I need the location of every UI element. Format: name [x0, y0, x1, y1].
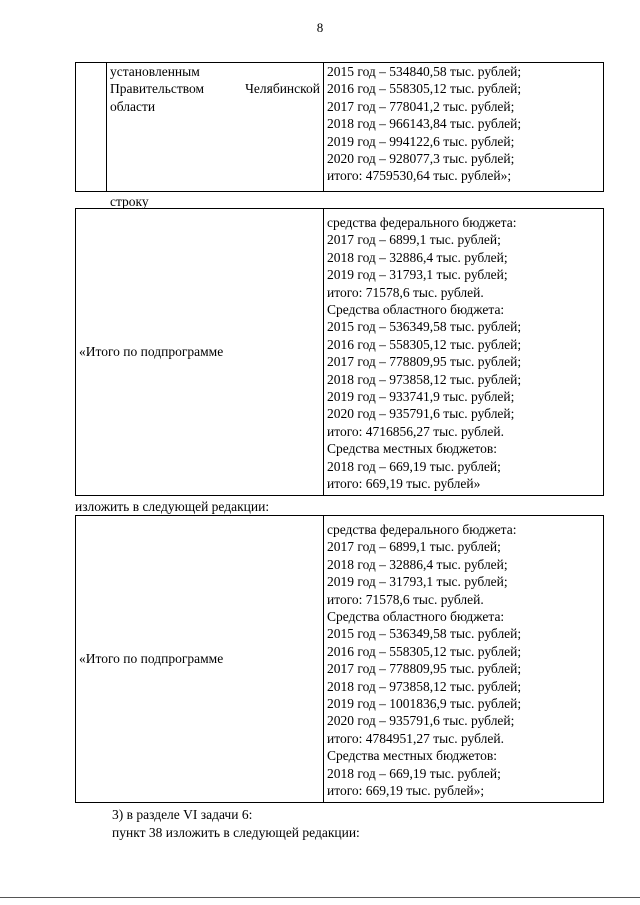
left-line: области — [110, 98, 156, 114]
right-cell — [324, 63, 604, 192]
cell-line: 2020 год – 935791,6 тыс. рублей; — [327, 713, 515, 729]
instruction-text: изложить в следующей редакции: — [75, 499, 270, 514]
cell-line: 2017 год – 6899,1 тыс. рублей; — [327, 539, 501, 555]
cell-line: средства федерального бюджета: — [327, 522, 517, 537]
cell-line: 2018 год – 669,19 тыс. рублей; — [327, 458, 501, 474]
cell-line: 2020 год – 928077,3 тыс. рублей; — [327, 151, 515, 167]
cell-line: 2019 год – 994122,6 тыс. рублей; — [327, 133, 515, 149]
cell-line: 2020 год – 935791,6 тыс. рублей; — [327, 406, 515, 422]
cell-line: итого: 71578,6 тыс. рублей. — [327, 284, 484, 300]
left-cell — [76, 516, 324, 803]
paragraph-line: 3) в разделе VI задачи 6: — [112, 807, 253, 822]
cell-line: 2016 год – 558305,12 тыс. рублей; — [327, 81, 522, 97]
paragraph-line: пункт 38 изложить в следующей редакции: — [112, 825, 360, 840]
cell-line: итого: 669,19 тыс. рублей» — [327, 476, 481, 492]
cell-line: 2019 год – 933741,9 тыс. рублей; — [327, 389, 515, 405]
left-cell — [107, 63, 324, 192]
left-line: установленным — [110, 64, 200, 79]
cell-line: 2016 год – 558305,12 тыс. рублей; — [327, 336, 522, 352]
cell-line: 2017 год – 778809,95 тыс. рублей; — [327, 661, 522, 677]
table-new-total — [75, 515, 604, 803]
cell-line: итого: 4716856,27 тыс. рублей. — [327, 423, 504, 439]
cell-line: 2019 год – 1001836,9 тыс. рублей; — [327, 696, 522, 712]
left-line-justified — [110, 80, 320, 97]
cell-line: 2018 год – 966143,84 тыс. рублей; — [327, 116, 522, 132]
cell-line: итого: 4784951,27 тыс. рублей. — [327, 730, 504, 746]
cell-line: итого: 669,19 тыс. рублей»; — [327, 783, 485, 799]
cell-line: Средства местных бюджетов: — [327, 441, 497, 457]
table-row — [76, 209, 604, 496]
table-row — [76, 516, 604, 803]
right-cell — [324, 516, 604, 803]
table-row — [76, 63, 604, 192]
cell-line: 2018 год – 669,19 тыс. рублей; — [327, 765, 501, 781]
cell-line: Средства местных бюджетов: — [327, 748, 497, 764]
right-lines — [327, 63, 600, 185]
blank-cell — [76, 63, 107, 192]
cell-line: 2015 год – 536349,58 тыс. рублей; — [327, 319, 522, 335]
cell-line: Средства областного бюджета: — [327, 302, 505, 318]
cell-line: 2019 год – 31793,1 тыс. рублей; — [327, 574, 508, 590]
cell-line: 2017 год – 778041,2 тыс. рублей; — [327, 98, 515, 114]
cell-line: 2016 год – 558305,12 тыс. рублей; — [327, 643, 522, 659]
left-word: Челябинской — [245, 81, 320, 97]
instruction-text: строку — [110, 194, 149, 209]
table-continuation — [75, 62, 604, 192]
cell-line: итого: 4759530,64 тыс. рублей»; — [327, 168, 512, 184]
cell-line: средства федерального бюджета: — [327, 215, 517, 230]
right-lines — [327, 521, 600, 800]
left-cell — [76, 209, 324, 496]
row-label: «Итого по подпрограмме — [79, 344, 224, 360]
cell-line: 2018 год – 32886,4 тыс. рублей; — [327, 249, 508, 265]
page-bottom-edge — [0, 897, 640, 898]
cell-line: 2018 год – 32886,4 тыс. рублей; — [327, 556, 508, 572]
cell-line: 2015 год – 534840,58 тыс. рублей; — [327, 64, 522, 79]
cell-line: 2019 год – 31793,1 тыс. рублей; — [327, 267, 508, 283]
left-word: Правительством — [110, 81, 205, 97]
cell-line: Средства областного бюджета: — [327, 609, 505, 625]
cell-line: 2018 год – 973858,12 тыс. рублей; — [327, 678, 522, 694]
right-lines — [327, 214, 600, 493]
page-number: 8 — [316, 20, 324, 35]
table-old-total — [75, 208, 604, 496]
row-label: «Итого по подпрограмме — [79, 651, 224, 667]
cell-line: 2017 год – 6899,1 тыс. рублей; — [327, 232, 501, 248]
cell-line: итого: 71578,6 тыс. рублей. — [327, 591, 484, 607]
cell-line: 2018 год – 973858,12 тыс. рублей; — [327, 371, 522, 387]
right-cell — [324, 209, 604, 496]
cell-line: 2015 год – 536349,58 тыс. рублей; — [327, 626, 522, 642]
cell-line: 2017 год – 778809,95 тыс. рублей; — [327, 354, 522, 370]
